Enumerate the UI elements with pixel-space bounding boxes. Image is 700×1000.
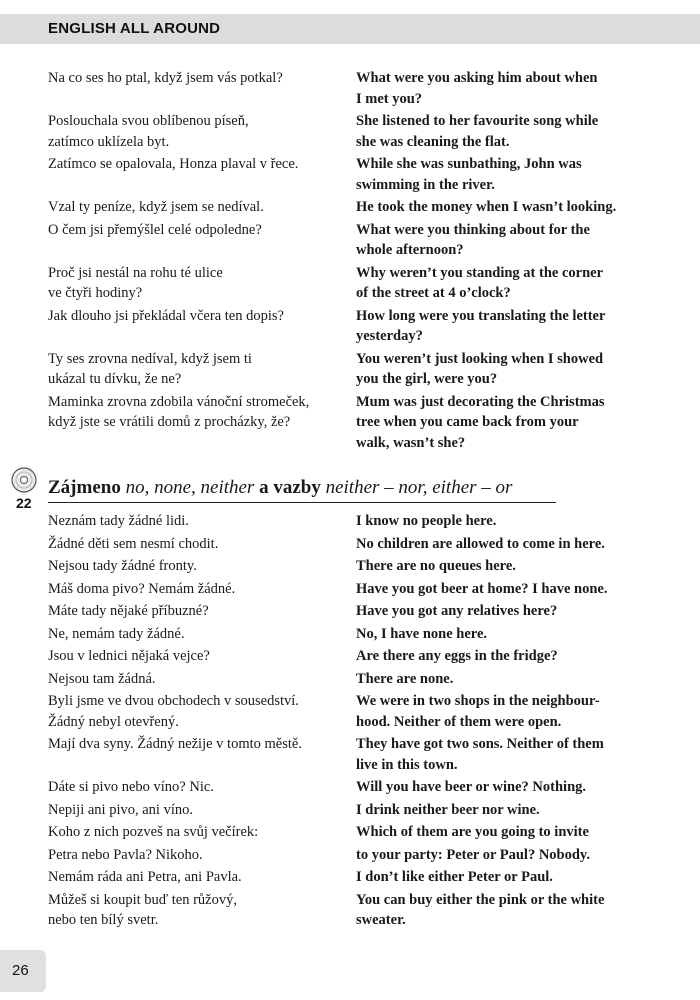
english-translation: What were you asking him about when I met you? <box>356 70 598 107</box>
row-gap <box>48 453 658 455</box>
phrase-row <box>48 534 658 555</box>
czech-phrase: O čem jsi přemýšlel celé odpoledne? <box>48 221 262 238</box>
phrase-row <box>48 197 658 218</box>
phrase-row <box>48 734 658 775</box>
czech-phrase: Dáte si pivo nebo víno? Nic. <box>48 779 214 795</box>
page-number: 26 <box>12 962 29 979</box>
english-translation: Why weren’t you standing at the corner of the street at 4 o’clock? <box>356 264 604 301</box>
english-translation: What were you thinking about for the whole afternoon? <box>356 221 590 258</box>
phrase-row <box>48 890 658 931</box>
phrase-row <box>48 306 658 347</box>
english-translation: Have you got beer at home? I have none. <box>356 580 608 597</box>
phrase-row <box>48 349 658 390</box>
phrase-row <box>48 845 658 866</box>
czech-phrase: Můžeš si koupit buď ten růžový, nebo ten bílý svetr. <box>48 891 237 928</box>
english-translation: I don’t like either Peter or Paul. <box>356 869 553 885</box>
czech-phrase: Nepiji ani pivo, ani víno. <box>48 801 193 818</box>
top-phrase-list <box>48 68 658 455</box>
track-number: 22 <box>16 495 32 511</box>
heading-part: a vazby <box>254 477 326 498</box>
phrase-row <box>48 579 658 600</box>
phrase-row <box>48 601 658 622</box>
english-translation: Will you have beer or wine? Nothing. <box>356 779 587 795</box>
english-translation: They have got two sons. Neither of them live in this town. <box>356 736 604 773</box>
czech-phrase: Byli jsme ve dvou obchodech v sousedství. Žádný nebyl otevřený. <box>48 693 299 730</box>
english-translation: to your party: Peter or Paul? Nobody. <box>356 846 591 863</box>
heading-italic-part: neither – nor, either – or <box>325 477 513 498</box>
english-translation: She listened to her favourite song while she was cleaning the flat. <box>356 113 599 150</box>
english-translation: Mum was just decorating the Christmas tree when you came back from your walk, wasn’t she? <box>356 393 605 451</box>
czech-phrase: Nejsou tam žádná. <box>48 670 156 687</box>
czech-phrase: Jsou v lednici nějaká vejce? <box>48 648 210 664</box>
czech-phrase: Jak dlouho jsi překládal včera ten dopis? <box>48 307 284 324</box>
czech-phrase: Zatímco se opalovala, Honza plaval v řece. <box>48 156 299 172</box>
phrase-row <box>48 800 658 821</box>
phrase-row <box>48 646 658 667</box>
czech-phrase: Mají dva syny. Žádný nežije v tomto městě. <box>48 736 302 752</box>
phrase-row <box>48 511 658 532</box>
english-translation: How long were you translating the letter yesterday? <box>356 307 606 344</box>
czech-phrase: Poslouchala svou oblíbenou píseň, zatímco uklízela byt. <box>48 113 249 150</box>
czech-phrase: Petra nebo Pavla? Nikoho. <box>48 846 203 863</box>
english-translation: No children are allowed to come in here. <box>356 535 605 552</box>
bottom-phrase-list <box>48 511 658 933</box>
czech-phrase: Maminka zrovna zdobila vánoční stromeček, když jste se vrátili domů z procházky, že? <box>48 393 310 430</box>
phrase-row <box>48 154 658 195</box>
english-translation: You weren’t just looking when I showed you the girl, were you? <box>356 350 604 387</box>
phrase-row <box>48 220 658 261</box>
cd-icon <box>10 466 38 494</box>
heading-part: Zájmeno <box>48 477 126 498</box>
english-translation: There are no queues here. <box>356 558 516 574</box>
phrase-row <box>48 68 658 109</box>
czech-phrase: Máte tady nějaké příbuzné? <box>48 603 209 619</box>
czech-phrase: Neznám tady žádné lidi. <box>48 513 189 529</box>
phrase-row <box>48 111 658 152</box>
czech-phrase: Na co ses ho ptal, když jsem vás potkal? <box>48 70 283 86</box>
row-gap <box>48 931 658 933</box>
english-translation: He took the money when I wasn’t looking. <box>356 199 617 215</box>
english-translation: Are there any eggs in the fridge? <box>356 648 558 664</box>
english-translation: Have you got any relatives here? <box>356 603 558 619</box>
section-heading <box>48 475 556 503</box>
book-title: ENGLISH ALL AROUND <box>48 20 221 37</box>
phrase-row <box>48 263 658 304</box>
phrase-row <box>48 691 658 732</box>
english-translation: I drink neither beer nor wine. <box>356 801 540 818</box>
czech-phrase: Proč jsi nestál na rohu té ulice ve čtyři hodiny? <box>48 264 223 301</box>
czech-phrase: Koho z nich pozveš na svůj večírek: <box>48 824 259 840</box>
english-translation: Which of them are you going to invite <box>356 824 589 840</box>
czech-phrase: Nejsou tady žádné fronty. <box>48 558 197 574</box>
english-translation: We were in two shops in the neighbour- hood. Neither of them were open. <box>356 693 600 730</box>
czech-phrase: Máš doma pivo? Nemám žádné. <box>48 580 236 597</box>
phrase-row <box>48 392 658 454</box>
czech-phrase: Nemám ráda ani Petra, ani Pavla. <box>48 869 242 885</box>
english-translation: There are none. <box>356 670 454 687</box>
czech-phrase: Ne, nemám tady žádné. <box>48 625 185 642</box>
phrase-row <box>48 624 658 645</box>
phrase-row <box>48 669 658 690</box>
phrase-row <box>48 556 658 577</box>
english-translation: You can buy either the pink or the white sweater. <box>356 891 605 928</box>
phrase-row <box>48 867 658 888</box>
phrase-row <box>48 777 658 798</box>
czech-phrase: Žádné děti sem nesmí chodit. <box>48 535 219 552</box>
english-translation: While she was sunbathing, John was swimming in the river. <box>356 156 582 193</box>
english-translation: No, I have none here. <box>356 625 488 642</box>
heading-italic-part: no, none, neither <box>125 477 255 498</box>
english-translation: I know no people here. <box>356 513 497 529</box>
czech-phrase: Ty ses zrovna nedíval, když jsem ti ukázal tu dívku, že ne? <box>48 350 252 387</box>
czech-phrase: Vzal ty peníze, když jsem se nedíval. <box>48 199 264 215</box>
phrase-row <box>48 822 658 843</box>
